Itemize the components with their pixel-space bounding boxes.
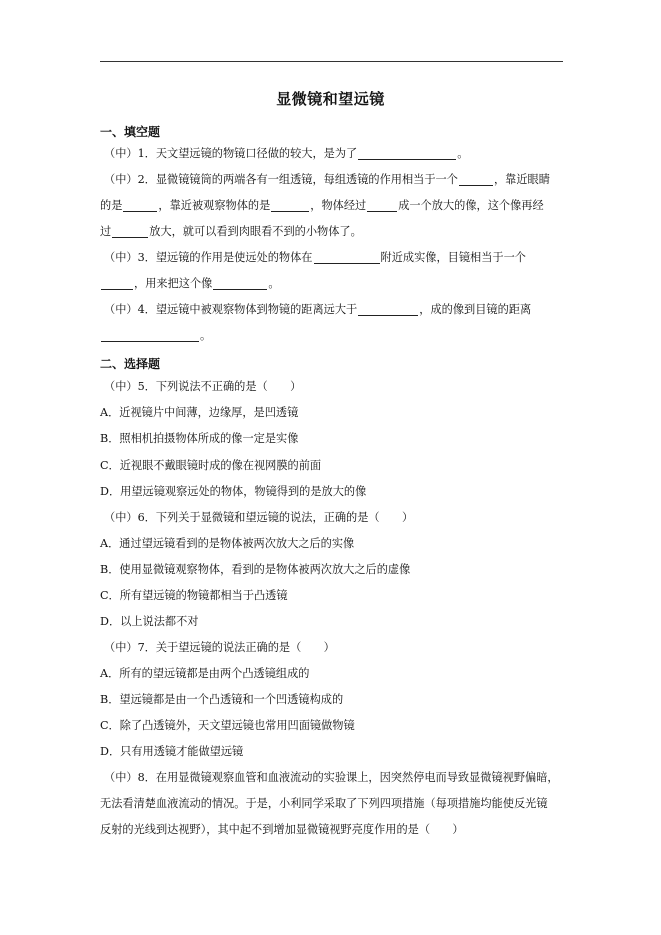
q3-text: 。 — [268, 277, 280, 290]
q3-text: 附近成实像，目镜相当于一个 — [380, 251, 526, 264]
question-8-line-2: 无法看清楚血液流动的情况。于是，小利同学采取了下列四项措施（每项措施均能使反光镜 — [100, 797, 548, 810]
q7-option-c[interactable]: C．除了凸透镜外，天文望远镜也常用凹面镜做物镜 — [100, 719, 355, 732]
q2-text: 成一个放大的像，这个像再经 — [398, 199, 544, 212]
q7-option-b[interactable]: B．望远镜都是由一个凸透镜和一个凹透镜构成的 — [100, 693, 344, 706]
question-5-stem: （中）5．下列说法不正确的是（ ） — [104, 380, 302, 393]
answer-blank[interactable] — [271, 199, 309, 212]
q2-text: 过 — [100, 225, 112, 238]
q6-option-a[interactable]: A．通过望远镜看到的是物体被两次放大之后的实像 — [100, 537, 355, 550]
answer-blank[interactable] — [101, 277, 133, 290]
question-7-stem: （中）7．关于望远镜的说法正确的是（ ） — [104, 641, 335, 654]
q1-text: （中）1．天文望远镜的物镜口径做的较大，是为了 — [104, 147, 358, 160]
q7-option-d[interactable]: D．只有用透镜才能做望远镜 — [100, 745, 244, 758]
question-2-line-3 — [100, 224, 362, 240]
q5-option-b[interactable]: B．照相机拍摄物体所成的像一定是实像 — [100, 432, 299, 445]
question-1 — [104, 146, 468, 162]
answer-blank[interactable] — [358, 147, 456, 160]
question-3-line-1 — [104, 250, 526, 266]
q3-text: （中）3．望远镜的作用是使远处的物体在 — [104, 251, 313, 264]
answer-blank[interactable] — [314, 251, 380, 264]
answer-blank[interactable] — [101, 329, 199, 342]
q2-text: ，靠近被观察物体的是 — [158, 199, 271, 212]
page-title: 显微镜和望远镜 — [276, 90, 385, 108]
question-4-line-1 — [104, 302, 531, 318]
q2-text: 放大，就可以看到肉眼看不到的小物体了。 — [149, 225, 362, 238]
q4-text: ，成的像到目镜的距离 — [419, 303, 532, 316]
q4-text: 。 — [200, 329, 212, 342]
answer-blank[interactable] — [459, 173, 493, 186]
q7-option-a[interactable]: A．所有的望远镜都是由两个凸透镜组成的 — [100, 667, 310, 680]
q2-text: 的是 — [100, 199, 123, 212]
q2-text: ，靠近眼睛 — [493, 173, 550, 186]
question-6-stem: （中）6．下列关于显微镜和望远镜的说法，正确的是（ ） — [104, 511, 414, 524]
answer-blank[interactable] — [367, 199, 397, 212]
q6-option-b[interactable]: B．使用显微镜观察物体，看到的是物体被两次放大之后的虚像 — [100, 563, 411, 576]
question-8-line-1: （中）8．在用显微镜观察血管和血液流动的实验课上，因突然停电而导致显微镜视野偏暗， — [104, 771, 559, 784]
question-8-line-3: 反射的光线到达视野），其中起不到增加显微镜视野亮度作用的是（ ） — [100, 823, 464, 836]
q4-text: （中）4．望远镜中被观察物体到物镜的距离远大于 — [104, 303, 358, 316]
answer-blank[interactable] — [112, 225, 148, 238]
section-heading-fill-blank: 一、填空题 — [100, 125, 161, 139]
q6-option-c[interactable]: C．所有望远镜的物镜都相当于凸透镜 — [100, 589, 288, 602]
answer-blank[interactable] — [123, 199, 157, 212]
q5-option-d[interactable]: D．用望远镜观察远处的物体，物镜得到的是放大的像 — [100, 485, 367, 498]
section-heading-multiple-choice: 二、选择题 — [100, 357, 161, 371]
q1-end: 。 — [457, 147, 469, 160]
q2-text: （中）2．显微镜镜筒的两端各有一组透镜，每组透镜的作用相当于一个 — [104, 173, 458, 186]
question-3-line-2 — [100, 276, 280, 292]
question-2-line-2 — [100, 198, 544, 214]
q2-text: ，物体经过 — [310, 199, 367, 212]
q5-option-a[interactable]: A．近视镜片中间薄，边缘厚，是凹透镜 — [100, 406, 299, 419]
answer-blank[interactable] — [213, 277, 267, 290]
answer-blank[interactable] — [358, 303, 418, 316]
q3-text: ，用来把这个像 — [134, 277, 213, 290]
question-2-line-1 — [104, 172, 550, 188]
q5-option-c[interactable]: C．近视眼不戴眼镜时成的像在视网膜的前面 — [100, 459, 322, 472]
q6-option-d[interactable]: D．以上说法都不对 — [100, 615, 199, 628]
question-4-line-2 — [100, 328, 211, 344]
header-rule — [100, 61, 563, 62]
